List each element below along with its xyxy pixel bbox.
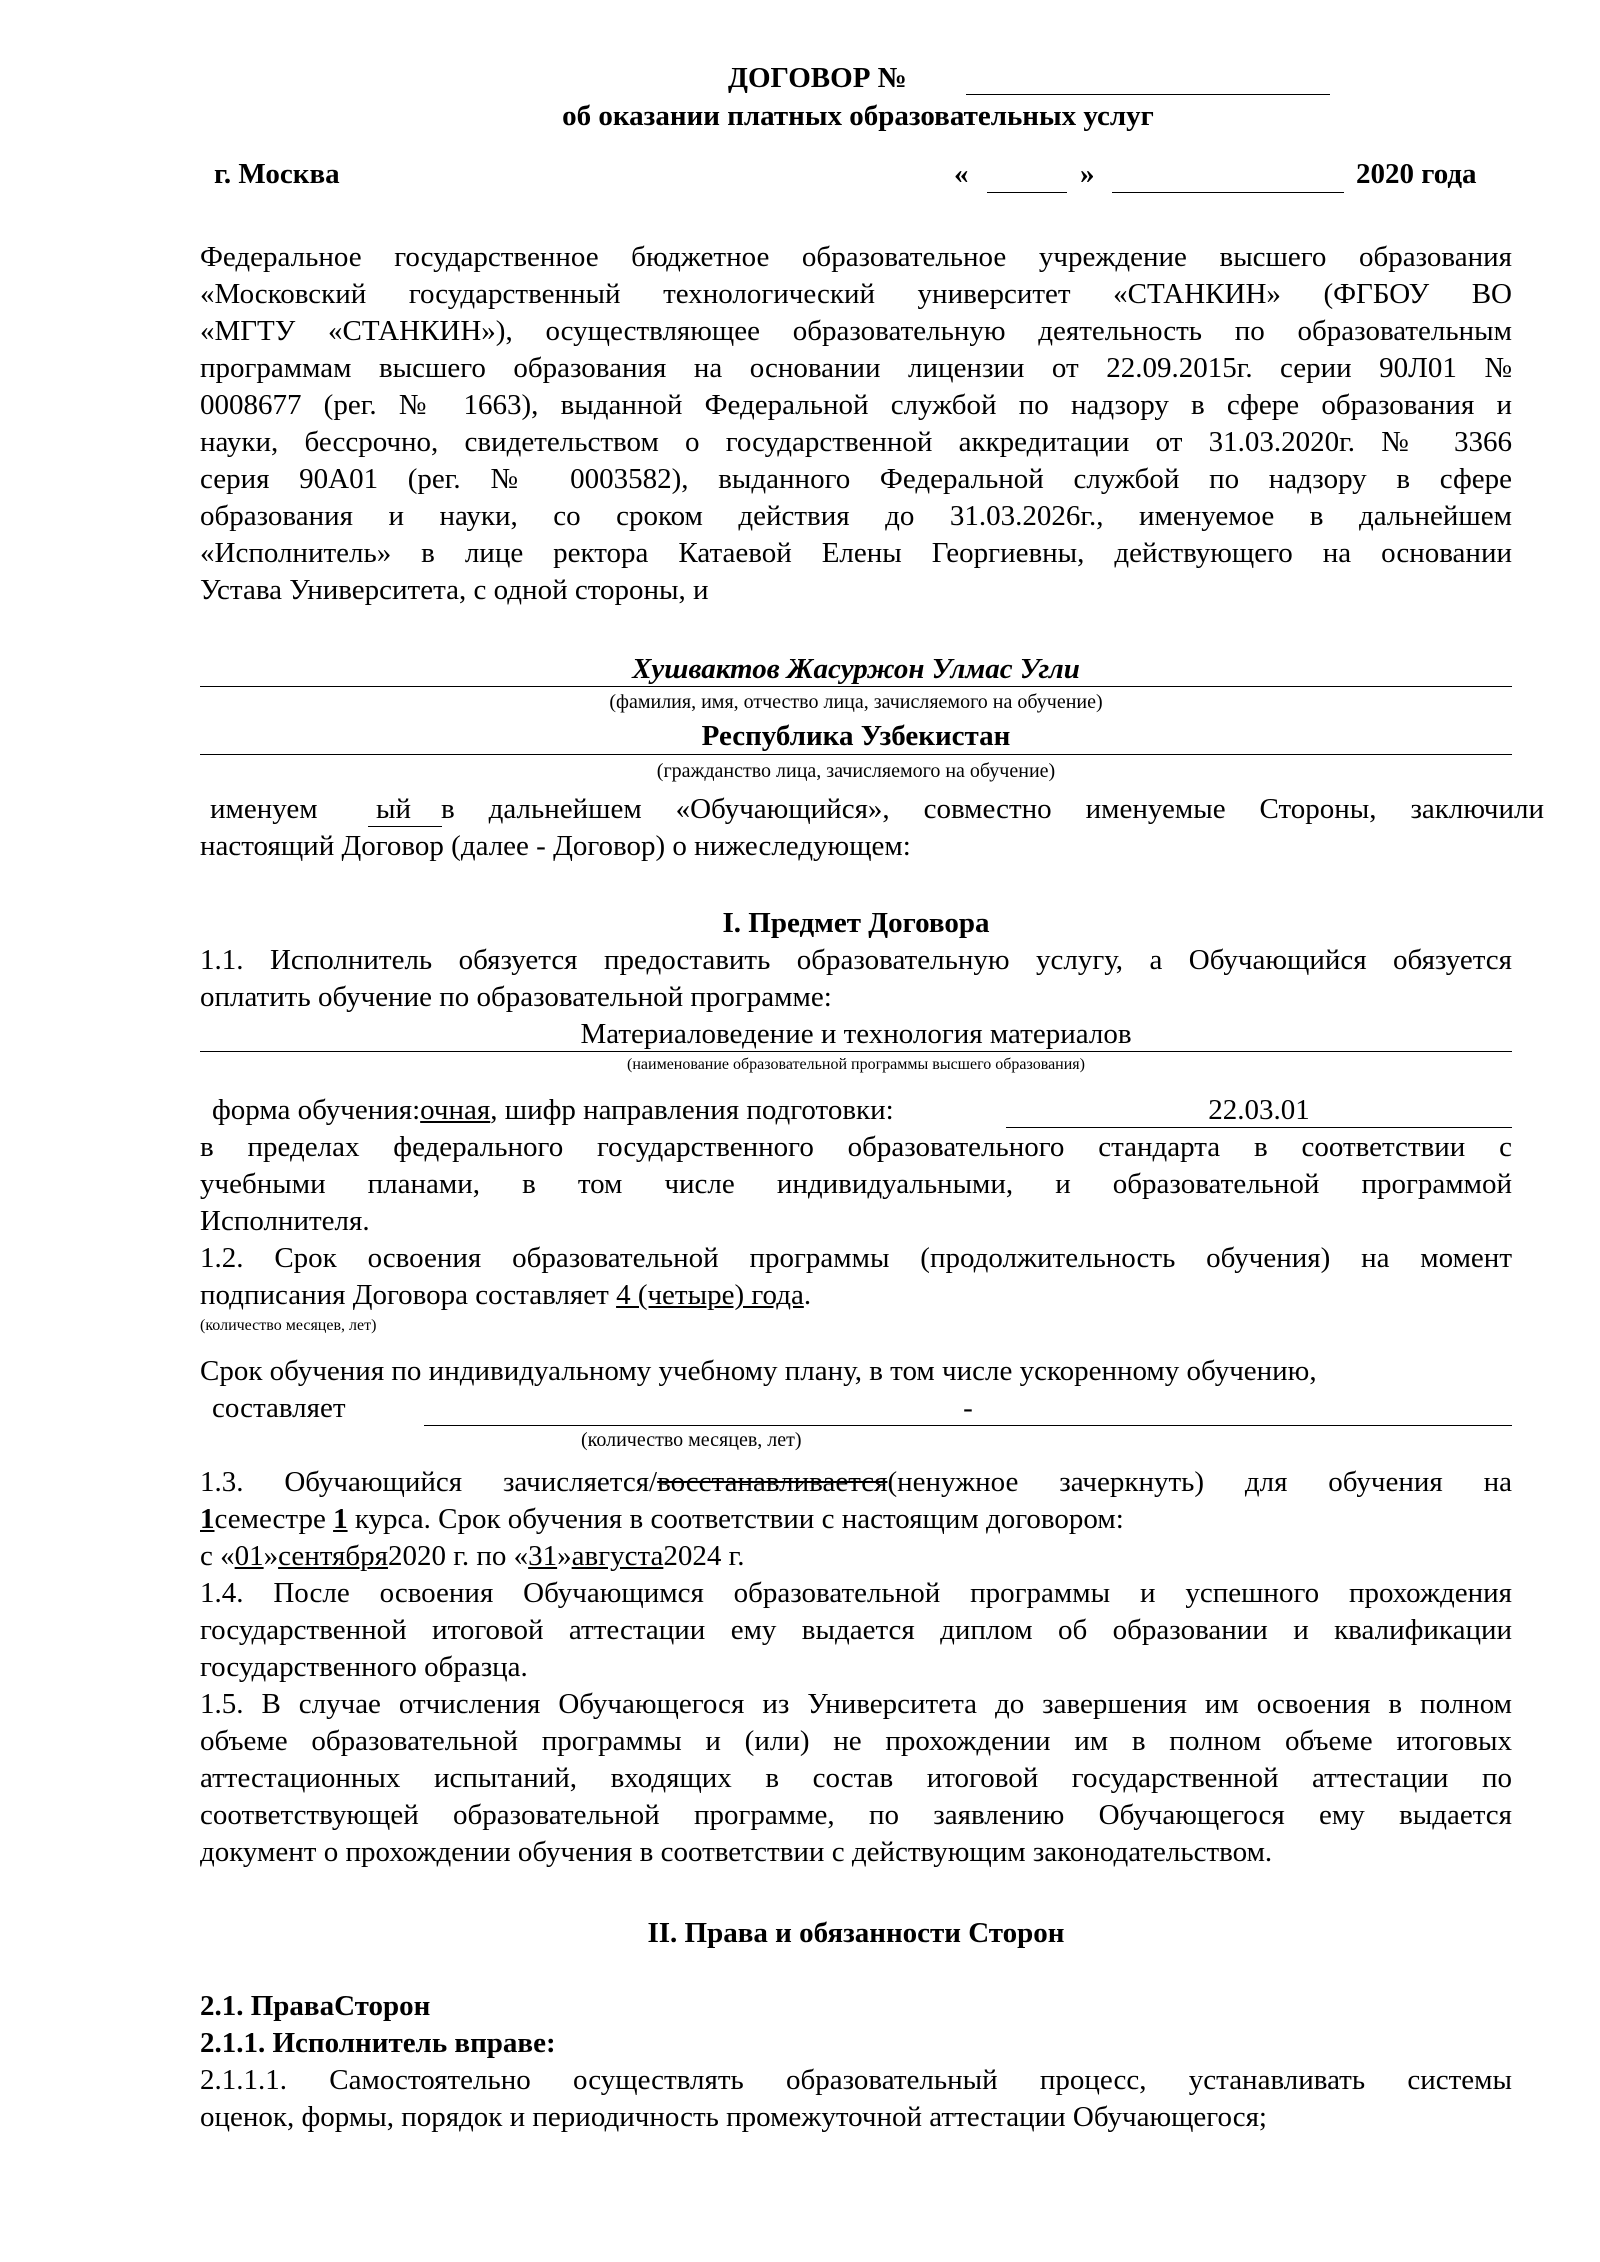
p1-5-line: аттестационных испытаний, входящих в состав итоговой государственной аттестации по [200,1762,1512,1794]
course-rest: курса. Срок обучения в соответствии с настоящим договором: [354,1503,1124,1535]
contract-subtitle: об оказании платных образовательных услуг [562,100,1154,132]
close-quote: » [263,1540,279,1572]
student-name: Хушвактов Жасуржон Улмас Угли [632,653,1080,685]
from-month: сентября [278,1540,388,1572]
date-day-line [987,192,1067,193]
to-day: 31 [528,1540,558,1572]
semester-word: семестре [214,1503,326,1535]
from-day: 01 [234,1540,264,1572]
section2-sub2: 2.1.1. Исполнитель вправе: [200,2027,556,2059]
p1-5-line: документ о прохождении обучения в соответствии с действующим законодательством. [200,1836,1273,1868]
student-name-line [200,686,1512,687]
p1-1-line: 1.1. Исполнитель обязуется предоставить образовательную услугу, а Обучающийся обязуется [200,944,1512,976]
code-value: 22.03.01 [1208,1094,1310,1126]
intro-line: Устава Университета, с одной стороны, и [200,574,709,606]
individual-caption: (количество месяцев, лет) [581,1429,802,1451]
p1-4-line: государственной итоговой аттестации ему выдается диплом об образовании и квалификации [200,1614,1512,1646]
to-month: августа [571,1540,664,1572]
intro-line: науки, бессрочно, свидетельством о государственной аккредитации от 31.03.2020г. № 3366 [200,426,1512,458]
date-month-line [1112,192,1344,193]
p1-2-end: . [803,1279,812,1311]
p1-3 [200,1464,1512,1575]
from-year: 2020 г. по « [387,1540,529,1572]
close-quote: » [557,1540,572,1572]
intro-line: серия 90А01 (рег. № 0003582), выданного Федеральной службой по надзору в сфере [200,463,1512,495]
named-suffix-line [368,826,442,827]
student-citizenship-caption: (гражданство лица, зачисляемого на обучение) [656,760,1056,782]
named-suffix: ый [376,793,412,825]
p1-1 [200,942,1512,1016]
program-caption: (наименование образовательной программы высшего образования) [627,1056,1085,1073]
section1-heading: I. Предмет Договора [722,907,990,939]
standard-line: в пределах федерального государственного образовательного стандарта в соответствии с [200,1131,1512,1163]
course-number: 1 [333,1503,348,1535]
form-value: очная [420,1094,491,1126]
p1-4 [200,1575,1512,1686]
p1-3-line [200,1464,1512,1501]
intro-paragraph [200,239,1512,609]
individual-line2: составляет [212,1392,346,1424]
code-label: , шифр направления подготовки: [490,1094,894,1126]
duration-caption: (количество месяцев, лет) [200,1317,377,1334]
program-line [200,1051,1512,1052]
date-close-quote: » [1080,158,1095,190]
p1-5-line: 1.5. В случае отчисления Обучающегося из Университета до завершения им освоения в полном [200,1688,1512,1720]
p1-2-line [200,1277,1512,1314]
section2-sub1: 2.1. ПраваСторон [200,1990,431,2022]
p2-1-1-1-line: 2.1.1.1. Самостоятельно осуществлять образовательный процесс, устанавливать системы [200,2064,1512,2096]
program-name: Материаловедение и технология материалов [580,1018,1132,1050]
section2-heading: II. Права и обязанности Сторон [647,1917,1065,1949]
named-line2: настоящий Договор (далее - Договор) о нижеследующем: [200,830,911,862]
named-prefix: именуем [210,793,318,825]
individual-value: - [963,1392,973,1424]
p1-5-line: соответствующей образовательной программе, по заявлению Обучающегося ему выдается [200,1799,1512,1831]
p2-1-1-1-line: оценок, формы, порядок и периодичность промежуточной аттестации Обучающегося; [200,2101,1267,2133]
standard-line: Исполнителя. [200,1205,370,1237]
contract-number-line [966,94,1330,95]
student-citizenship: Республика Узбекистан [701,720,1011,752]
student-name-caption: (фамилия, имя, отчество лица, зачисляемого на обучение) [609,691,1103,713]
standard-paragraph [200,1129,1512,1240]
p1-3-line [200,1501,1512,1538]
individual-line [424,1425,1512,1426]
intro-line: «Московский государственный технологический университет «СТАНКИН» (ФГБОУ ВО [200,278,1512,310]
p1-2 [200,1240,1512,1314]
intro-line: «Исполнитель» в лице ректора Катаевой Елены Георгиевны, действующего на основании [200,537,1512,569]
student-citizenship-line [200,754,1512,755]
date-year: 2020 года [1356,158,1477,190]
p1-3-prefix: 1.3. Обучающийся зачисляется/ [200,1466,658,1498]
p1-2-prefix: подписания Договора составляет [200,1279,609,1311]
contract-title: ДОГОВОР № [728,62,907,94]
form-label: форма обучения: [212,1094,421,1126]
intro-line: Федеральное государственное бюджетное образовательное учреждение высшего образования [200,241,1512,273]
date-open-quote: « [954,158,969,190]
p1-4-line: 1.4. После освоения Обучающимся образовательной программы и успешного прохождения [200,1577,1512,1609]
named-rest: в дальнейшем «Обучающийся», совместно именуемые Стороны, заключили [441,793,1544,825]
from-prefix: с « [200,1540,235,1572]
p1-3-rest: (ненужное зачеркнуть) для обучения на [887,1466,1512,1498]
p1-4-line: государственного образца. [200,1651,528,1683]
city: г. Москва [214,158,340,190]
form-line [212,1092,894,1129]
p1-3-struck: восстанавливается [657,1466,888,1498]
p2-1-1-1 [200,2062,1512,2136]
p1-3-line [200,1538,1512,1575]
standard-line: учебными планами, в том числе индивидуальными, и образовательной программой [200,1168,1512,1200]
to-year: 2024 г. [663,1540,745,1572]
intro-line: 0008677 (рег. № 1663), выданной Федеральной службой по надзору в сфере образования и [200,389,1512,421]
duration-value: 4 (четыре) года [616,1279,804,1311]
code-line [1006,1127,1512,1128]
intro-line: образования и науки, со сроком действия до 31.03.2026г., именуемое в дальнейшем [200,500,1512,532]
p1-5-line: объеме образовательной программы и (или) не прохождении им в полном объеме итоговых [200,1725,1512,1757]
individual-line1: Срок обучения по индивидуальному учебному плану, в том числе ускоренному обучению, [200,1355,1317,1387]
semester-number: 1 [200,1503,215,1535]
p1-1-line: оплатить обучение по образовательной программе: [200,981,832,1013]
intro-line: программам высшего образования на основании лицензии от 22.09.2015г. серии 90Л01 № [200,352,1512,384]
intro-line: «МГТУ «СТАНКИН»), осуществляющее образовательную деятельность по образовательным [200,315,1512,347]
p1-2-line: 1.2. Срок освоения образовательной программы (продолжительность обучения) на момент [200,1242,1512,1274]
p1-5 [200,1686,1512,1871]
